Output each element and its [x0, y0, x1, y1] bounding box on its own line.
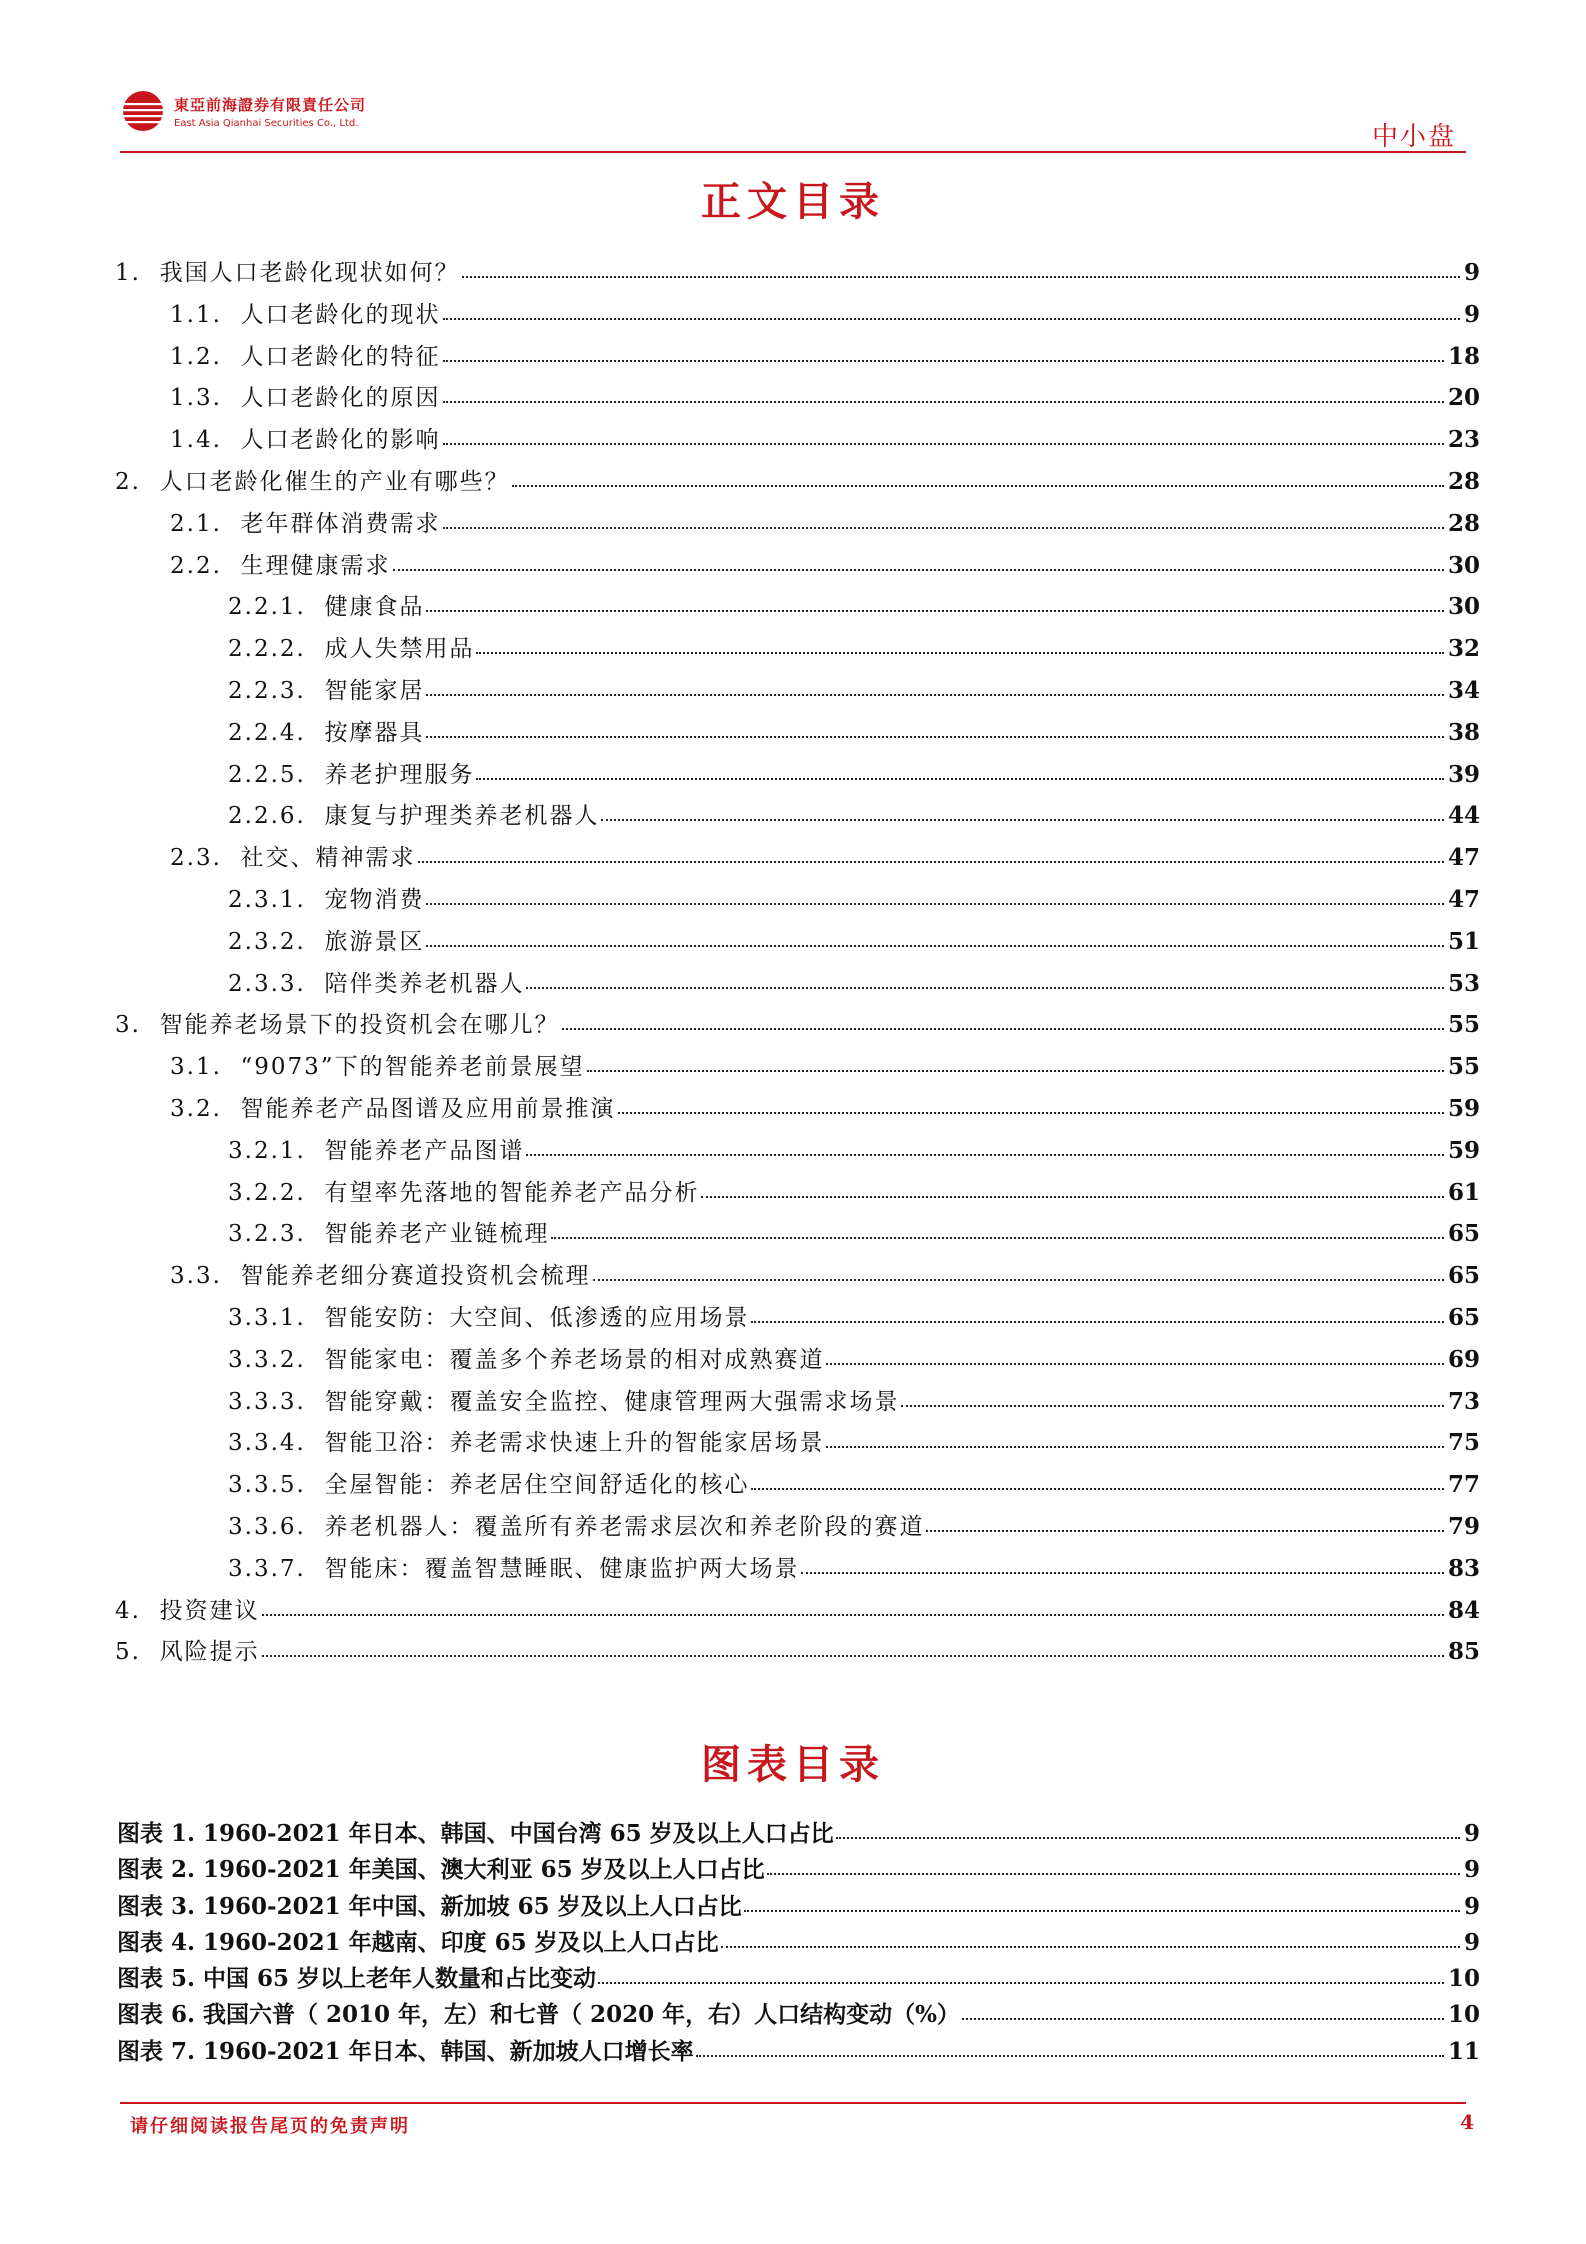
figure-entry-text: 图表 1. 1960-2021 年日本、韩国、中国台湾 65 岁及以上人口占比	[117, 1820, 834, 1847]
toc-entry-text: 全屋智能：养老居住空间舒适化的核心	[324, 1472, 750, 1499]
toc-entry-page: 20	[1447, 384, 1480, 412]
figures-title: 图表目录	[701, 1741, 885, 1788]
toc-entry-number: 2.1.	[170, 510, 222, 537]
toc-entry[interactable]	[115, 1424, 1480, 1466]
toc-entry[interactable]	[115, 1090, 1480, 1132]
toc-entry[interactable]	[115, 1215, 1480, 1257]
toc-entry-text: 智能床：覆盖智慧睡眠、健康监护两大场景	[324, 1555, 800, 1582]
toc-entry[interactable]	[115, 1508, 1480, 1550]
toc-entry[interactable]	[115, 1383, 1480, 1425]
toc-entry-text: 智能养老产品图谱及应用前景推演	[240, 1095, 616, 1122]
toc-entry-text: 人口老龄化的原因	[240, 385, 441, 412]
footer-divider	[120, 2102, 1466, 2104]
dot-leader	[696, 2054, 1444, 2057]
dot-leader	[587, 1069, 1444, 1072]
toc-entry[interactable]	[115, 965, 1480, 1007]
figure-entry-text: 图表 3. 1960-2021 年中国、新加坡 65 岁及以上人口占比	[117, 1892, 742, 1920]
figure-entry[interactable]	[117, 2033, 1480, 2069]
toc-entry-number: 3.3.7.	[228, 1555, 306, 1582]
toc-entry-number: 2.3.3.	[228, 970, 306, 997]
toc-entry-text: 有望率先落地的智能养老产品分析	[324, 1179, 700, 1206]
toc-entry-page: 39	[1447, 760, 1480, 788]
figure-entry-page: 9	[1463, 1928, 1480, 1956]
toc-entry-label	[115, 254, 460, 287]
toc-entry-page: 73	[1447, 1387, 1480, 1415]
dot-leader	[562, 1027, 1444, 1030]
dot-leader	[512, 484, 1444, 487]
toc-entry-label	[170, 421, 441, 454]
toc-entry-label	[228, 1299, 749, 1332]
toc-entry-page: 69	[1447, 1345, 1480, 1373]
toc-entry-text: 风险提示	[159, 1639, 260, 1666]
figure-entry-page: 9	[1463, 1856, 1480, 1884]
toc-entry-text: 智能养老产业链梳理	[324, 1221, 550, 1248]
toc-entry-label	[228, 1424, 824, 1457]
toc-entry[interactable]	[115, 1550, 1480, 1592]
toc-entry-number: 3.2.2.	[228, 1179, 306, 1206]
dot-leader	[801, 1571, 1444, 1574]
toc-entry-page: 47	[1447, 844, 1480, 872]
toc-entry[interactable]	[115, 254, 1480, 296]
toc-entry-page: 65	[1447, 1303, 1480, 1331]
toc-entry-label	[228, 797, 599, 830]
toc-entry[interactable]	[115, 1466, 1480, 1508]
toc-entry-page: 34	[1447, 676, 1480, 704]
toc-entry-number: 1.4.	[170, 427, 222, 454]
toc-entry-page: 28	[1447, 509, 1480, 537]
toc-entry-page: 59	[1447, 1094, 1480, 1122]
toc-entry[interactable]	[115, 1006, 1480, 1048]
toc-entry-text: “9073”下的智能养老前景展望	[240, 1054, 585, 1081]
toc-entry-text: 人口老龄化的现状	[240, 301, 441, 328]
toc-entry-label	[228, 1383, 899, 1416]
toc-entry[interactable]	[115, 672, 1480, 714]
dot-leader	[526, 986, 1444, 989]
toc-entry-page: 30	[1447, 593, 1480, 621]
dot-leader	[598, 1981, 1444, 1984]
dot-leader	[426, 609, 1444, 612]
toc-entry-page: 61	[1447, 1178, 1480, 1206]
figure-entry-text: 图表 6. 我国六普（ 2010 年，左）和七普（ 2020 年，右）人口结构变动（%）	[117, 2001, 960, 2029]
company-name-en: East Asia Qianhai Securities Co., Ltd.	[174, 117, 359, 129]
toc-entry-number: 1.	[115, 260, 141, 286]
toc-entry-page: 18	[1447, 342, 1480, 370]
toc-entry[interactable]	[115, 714, 1480, 756]
toc-entry[interactable]	[115, 296, 1480, 338]
toc-entry[interactable]	[115, 588, 1480, 630]
toc-entry-text: 人口老龄化的特征	[240, 343, 441, 370]
toc-entry-text: 宠物消费	[324, 886, 425, 913]
figure-entry[interactable]	[117, 1851, 1480, 1887]
toc-entry-page: 23	[1447, 426, 1480, 454]
figure-entry[interactable]	[117, 1960, 1480, 1996]
toc-entry-number: 2.	[115, 468, 141, 495]
dot-leader	[618, 1111, 1444, 1114]
dot-leader	[443, 400, 1444, 403]
figure-entry-page: 10	[1447, 1965, 1480, 1993]
toc-entry-page: 32	[1447, 635, 1480, 663]
toc-entry-label	[115, 1006, 560, 1039]
dot-leader	[751, 1487, 1444, 1490]
toc-entry[interactable]	[115, 756, 1480, 798]
toc-entry-text: 按摩器具	[324, 719, 425, 746]
toc-entry-label	[228, 1215, 549, 1248]
toc-entry[interactable]	[115, 1299, 1480, 1341]
dot-leader	[593, 1278, 1444, 1281]
toc-entry-page: 30	[1447, 551, 1480, 579]
dot-leader	[262, 1654, 1444, 1657]
table-of-contents	[115, 254, 1480, 1675]
figure-entry-page: 9	[1463, 1820, 1480, 1847]
dot-leader	[767, 1872, 1460, 1875]
dot-leader	[426, 944, 1444, 947]
disclaimer-note: 请仔细阅读报告尾页的免责声明	[130, 2116, 410, 2137]
toc-entry-label	[170, 379, 441, 412]
figure-entry[interactable]	[117, 1996, 1480, 2032]
dot-leader	[443, 442, 1444, 445]
toc-entry-text: 智能安防：大空间、低渗透的应用场景	[324, 1304, 750, 1331]
toc-entry[interactable]	[115, 505, 1480, 547]
dot-leader	[962, 2017, 1444, 2020]
toc-entry-label	[228, 881, 424, 914]
toc-entry-page: 75	[1447, 1429, 1480, 1457]
figure-entry-page: 10	[1447, 2001, 1480, 2029]
dot-leader	[836, 1836, 1460, 1839]
dot-leader	[601, 818, 1444, 821]
toc-entry-page: 9	[1463, 259, 1480, 286]
toc-entry-text: 老年群体消费需求	[240, 510, 441, 537]
dot-leader	[826, 1362, 1444, 1365]
figure-entry-page: 9	[1463, 1892, 1480, 1920]
toc-entry-text: 社交、精神需求	[240, 845, 416, 872]
toc-entry-label	[115, 463, 510, 496]
toc-entry-text: 智能养老细分赛道投资机会梳理	[240, 1263, 591, 1290]
toc-entry-text: 智能穿戴：覆盖安全监控、健康管理两大强需求场景	[324, 1388, 900, 1415]
toc-entry-label	[170, 839, 416, 872]
toc-entry-number: 2.2.1.	[228, 594, 306, 621]
toc-entry-page: 44	[1447, 802, 1480, 830]
toc-entry-page: 53	[1447, 969, 1480, 997]
toc-entry-number: 3.3.1.	[228, 1304, 306, 1331]
toc-entry-label	[228, 1132, 524, 1165]
dot-leader	[526, 1153, 1444, 1156]
toc-entry-number: 3.2.1.	[228, 1137, 306, 1164]
toc-entry-label	[228, 1550, 799, 1583]
toc-entry-label	[170, 1257, 591, 1290]
toc-entry-page: 83	[1447, 1554, 1480, 1582]
toc-entry[interactable]	[115, 881, 1480, 923]
page-header	[120, 88, 1466, 150]
toc-entry-text: 智能卫浴：养老需求快速上升的智能家居场景	[324, 1430, 825, 1457]
toc-entry-number: 3.2.3.	[228, 1221, 306, 1248]
toc-entry-label	[228, 923, 424, 956]
toc-entry-number: 2.3.	[170, 845, 222, 872]
toc-entry[interactable]	[115, 1048, 1480, 1090]
toc-entry-text: 我国人口老龄化现状如何？	[159, 260, 460, 286]
dot-leader	[262, 1613, 1444, 1616]
toc-entry-text: 陪伴类养老机器人	[324, 970, 525, 997]
toc-entry-text: 生理健康需求	[240, 552, 391, 579]
figure-entry-page: 11	[1447, 2037, 1480, 2065]
toc-entry-label	[228, 1466, 749, 1499]
company-logo	[120, 88, 366, 134]
toc-entry-number: 3.2.	[170, 1095, 222, 1122]
toc-entry-text: 旅游景区	[324, 928, 425, 955]
toc-entry-text: 人口老龄化催生的产业有哪些？	[159, 468, 510, 495]
dot-leader	[744, 1909, 1460, 1912]
toc-entry-page: 55	[1447, 1011, 1480, 1039]
dot-leader	[826, 1445, 1444, 1448]
toc-entry-page: 79	[1447, 1512, 1480, 1540]
toc-entry-number: 2.2.2.	[228, 636, 306, 663]
toc-entry-label	[115, 1592, 260, 1625]
dot-leader	[476, 777, 1444, 780]
toc-entry-page: 85	[1447, 1638, 1480, 1666]
toc-entry-label	[170, 547, 391, 580]
toc-entry[interactable]	[115, 630, 1480, 672]
toc-entry-text: 康复与护理类养老机器人	[324, 803, 600, 830]
toc-entry-text: 智能家电：覆盖多个养老场景的相对成熟赛道	[324, 1346, 825, 1373]
toc-entry-label	[228, 965, 524, 998]
toc-entry-number: 1.1.	[170, 301, 222, 328]
toc-entry-number: 3.3.5.	[228, 1472, 306, 1499]
dot-leader	[393, 568, 1444, 571]
toc-title: 正文目录	[701, 178, 885, 225]
toc-entry-label	[228, 630, 474, 663]
toc-entry-number: 3.3.3.	[228, 1388, 306, 1415]
dot-leader	[551, 1236, 1444, 1239]
toc-entry-number: 2.3.1.	[228, 886, 306, 913]
company-logo-icon	[120, 88, 166, 134]
toc-entry[interactable]	[115, 797, 1480, 839]
toc-entry-text: 智能养老场景下的投资机会在哪儿？	[159, 1012, 560, 1039]
figures-list	[117, 1815, 1480, 2069]
toc-entry[interactable]	[115, 1592, 1480, 1634]
toc-entry-number: 3.3.	[170, 1263, 222, 1290]
toc-entry-number: 1.3.	[170, 385, 222, 412]
dot-leader	[721, 1945, 1460, 1948]
dot-leader	[443, 359, 1444, 362]
page-number: 4	[1460, 2110, 1474, 2134]
toc-entry-page: 59	[1447, 1136, 1480, 1164]
toc-entry-number: 3.3.6.	[228, 1513, 306, 1540]
dot-leader	[462, 275, 1460, 278]
toc-entry-page: 9	[1463, 300, 1480, 328]
toc-entry[interactable]	[115, 338, 1480, 380]
toc-entry-text: 人口老龄化的影响	[240, 427, 441, 454]
toc-entry-page: 47	[1447, 885, 1480, 913]
toc-entry[interactable]	[115, 923, 1480, 965]
toc-entry-page: 77	[1447, 1471, 1480, 1499]
toc-entry-number: 1.2.	[170, 343, 222, 370]
dot-leader	[443, 317, 1460, 320]
toc-entry-number: 2.2.	[170, 552, 222, 579]
toc-entry-number: 2.2.6.	[228, 803, 306, 830]
toc-entry-label	[170, 505, 441, 538]
toc-entry-text: 养老护理服务	[324, 761, 475, 788]
toc-entry-label	[228, 1174, 699, 1207]
toc-entry-label	[170, 1090, 616, 1123]
toc-entry-page: 38	[1447, 718, 1480, 746]
toc-entry[interactable]	[115, 1633, 1480, 1675]
figure-entry-text: 图表 2. 1960-2021 年美国、澳大利亚 65 岁及以上人口占比	[117, 1856, 765, 1884]
figure-entry[interactable]	[117, 1888, 1480, 1924]
figure-entry-text: 图表 4. 1960-2021 年越南、印度 65 岁及以上人口占比	[117, 1928, 719, 1956]
company-name-cn: 東亞前海證券有限責任公司	[174, 95, 367, 114]
toc-entry-text: 智能家居	[324, 677, 425, 704]
report-category: 中小盘	[1371, 122, 1456, 152]
toc-entry-number: 2.2.4.	[228, 719, 306, 746]
toc-entry[interactable]	[115, 547, 1480, 589]
toc-entry-label	[228, 588, 424, 621]
dot-leader	[901, 1404, 1444, 1407]
toc-entry-label	[115, 1633, 260, 1666]
dot-leader	[426, 735, 1444, 738]
toc-entry-label	[170, 338, 441, 371]
toc-entry[interactable]	[115, 1257, 1480, 1299]
figure-entry-text: 图表 7. 1960-2021 年日本、韩国、新加坡人口增长率	[117, 2037, 694, 2065]
toc-entry-page: 55	[1447, 1053, 1480, 1081]
dot-leader	[751, 1320, 1444, 1323]
toc-entry-number: 5.	[115, 1639, 141, 1666]
toc-entry-label	[228, 1508, 924, 1541]
toc-entry-text: 成人失禁用品	[324, 636, 475, 663]
toc-entry-number: 3.3.2.	[228, 1346, 306, 1373]
figure-entry[interactable]	[117, 1924, 1480, 1960]
toc-entry[interactable]	[115, 421, 1480, 463]
toc-entry-number: 2.2.5.	[228, 761, 306, 788]
toc-entry-number: 2.2.3.	[228, 677, 306, 704]
toc-entry-page: 51	[1447, 927, 1480, 955]
dot-leader	[426, 902, 1444, 905]
toc-entry-number: 3.3.4.	[228, 1430, 306, 1457]
dot-leader	[926, 1529, 1444, 1532]
header-divider	[120, 151, 1466, 153]
toc-entry-page: 28	[1447, 467, 1480, 495]
toc-entry-text: 健康食品	[324, 594, 425, 621]
dot-leader	[701, 1195, 1444, 1198]
toc-entry[interactable]	[115, 839, 1480, 881]
toc-entry[interactable]	[115, 1341, 1480, 1383]
toc-entry-text: 养老机器人：覆盖所有养老需求层次和养老阶段的赛道	[324, 1513, 925, 1540]
toc-entry[interactable]	[115, 463, 1480, 505]
toc-entry-number: 2.3.2.	[228, 928, 306, 955]
toc-entry-label	[170, 1048, 585, 1081]
dot-leader	[426, 693, 1444, 696]
toc-entry-number: 3.1.	[170, 1054, 222, 1081]
toc-entry-text: 投资建议	[159, 1597, 260, 1624]
dot-leader	[443, 526, 1444, 529]
toc-entry-page: 65	[1447, 1262, 1480, 1290]
dot-leader	[476, 651, 1444, 654]
toc-entry-label	[228, 1341, 824, 1374]
figure-entry[interactable]	[117, 1815, 1480, 1851]
toc-entry-label	[228, 756, 474, 789]
toc-entry-page: 65	[1447, 1220, 1480, 1248]
toc-entry-text: 智能养老产品图谱	[324, 1137, 525, 1164]
toc-entry[interactable]	[115, 1174, 1480, 1216]
toc-entry-label	[228, 672, 424, 705]
toc-entry-page: 84	[1447, 1596, 1480, 1624]
figure-entry-text: 图表 5. 中国 65 岁以上老年人数量和占比变动	[117, 1965, 597, 1993]
toc-entry-number: 4.	[115, 1597, 141, 1624]
dot-leader	[418, 860, 1444, 863]
toc-entry-label	[228, 714, 424, 747]
toc-entry[interactable]	[115, 1132, 1480, 1174]
toc-entry[interactable]	[115, 379, 1480, 421]
toc-entry-label	[170, 296, 441, 329]
toc-entry-number: 3.	[115, 1012, 141, 1039]
